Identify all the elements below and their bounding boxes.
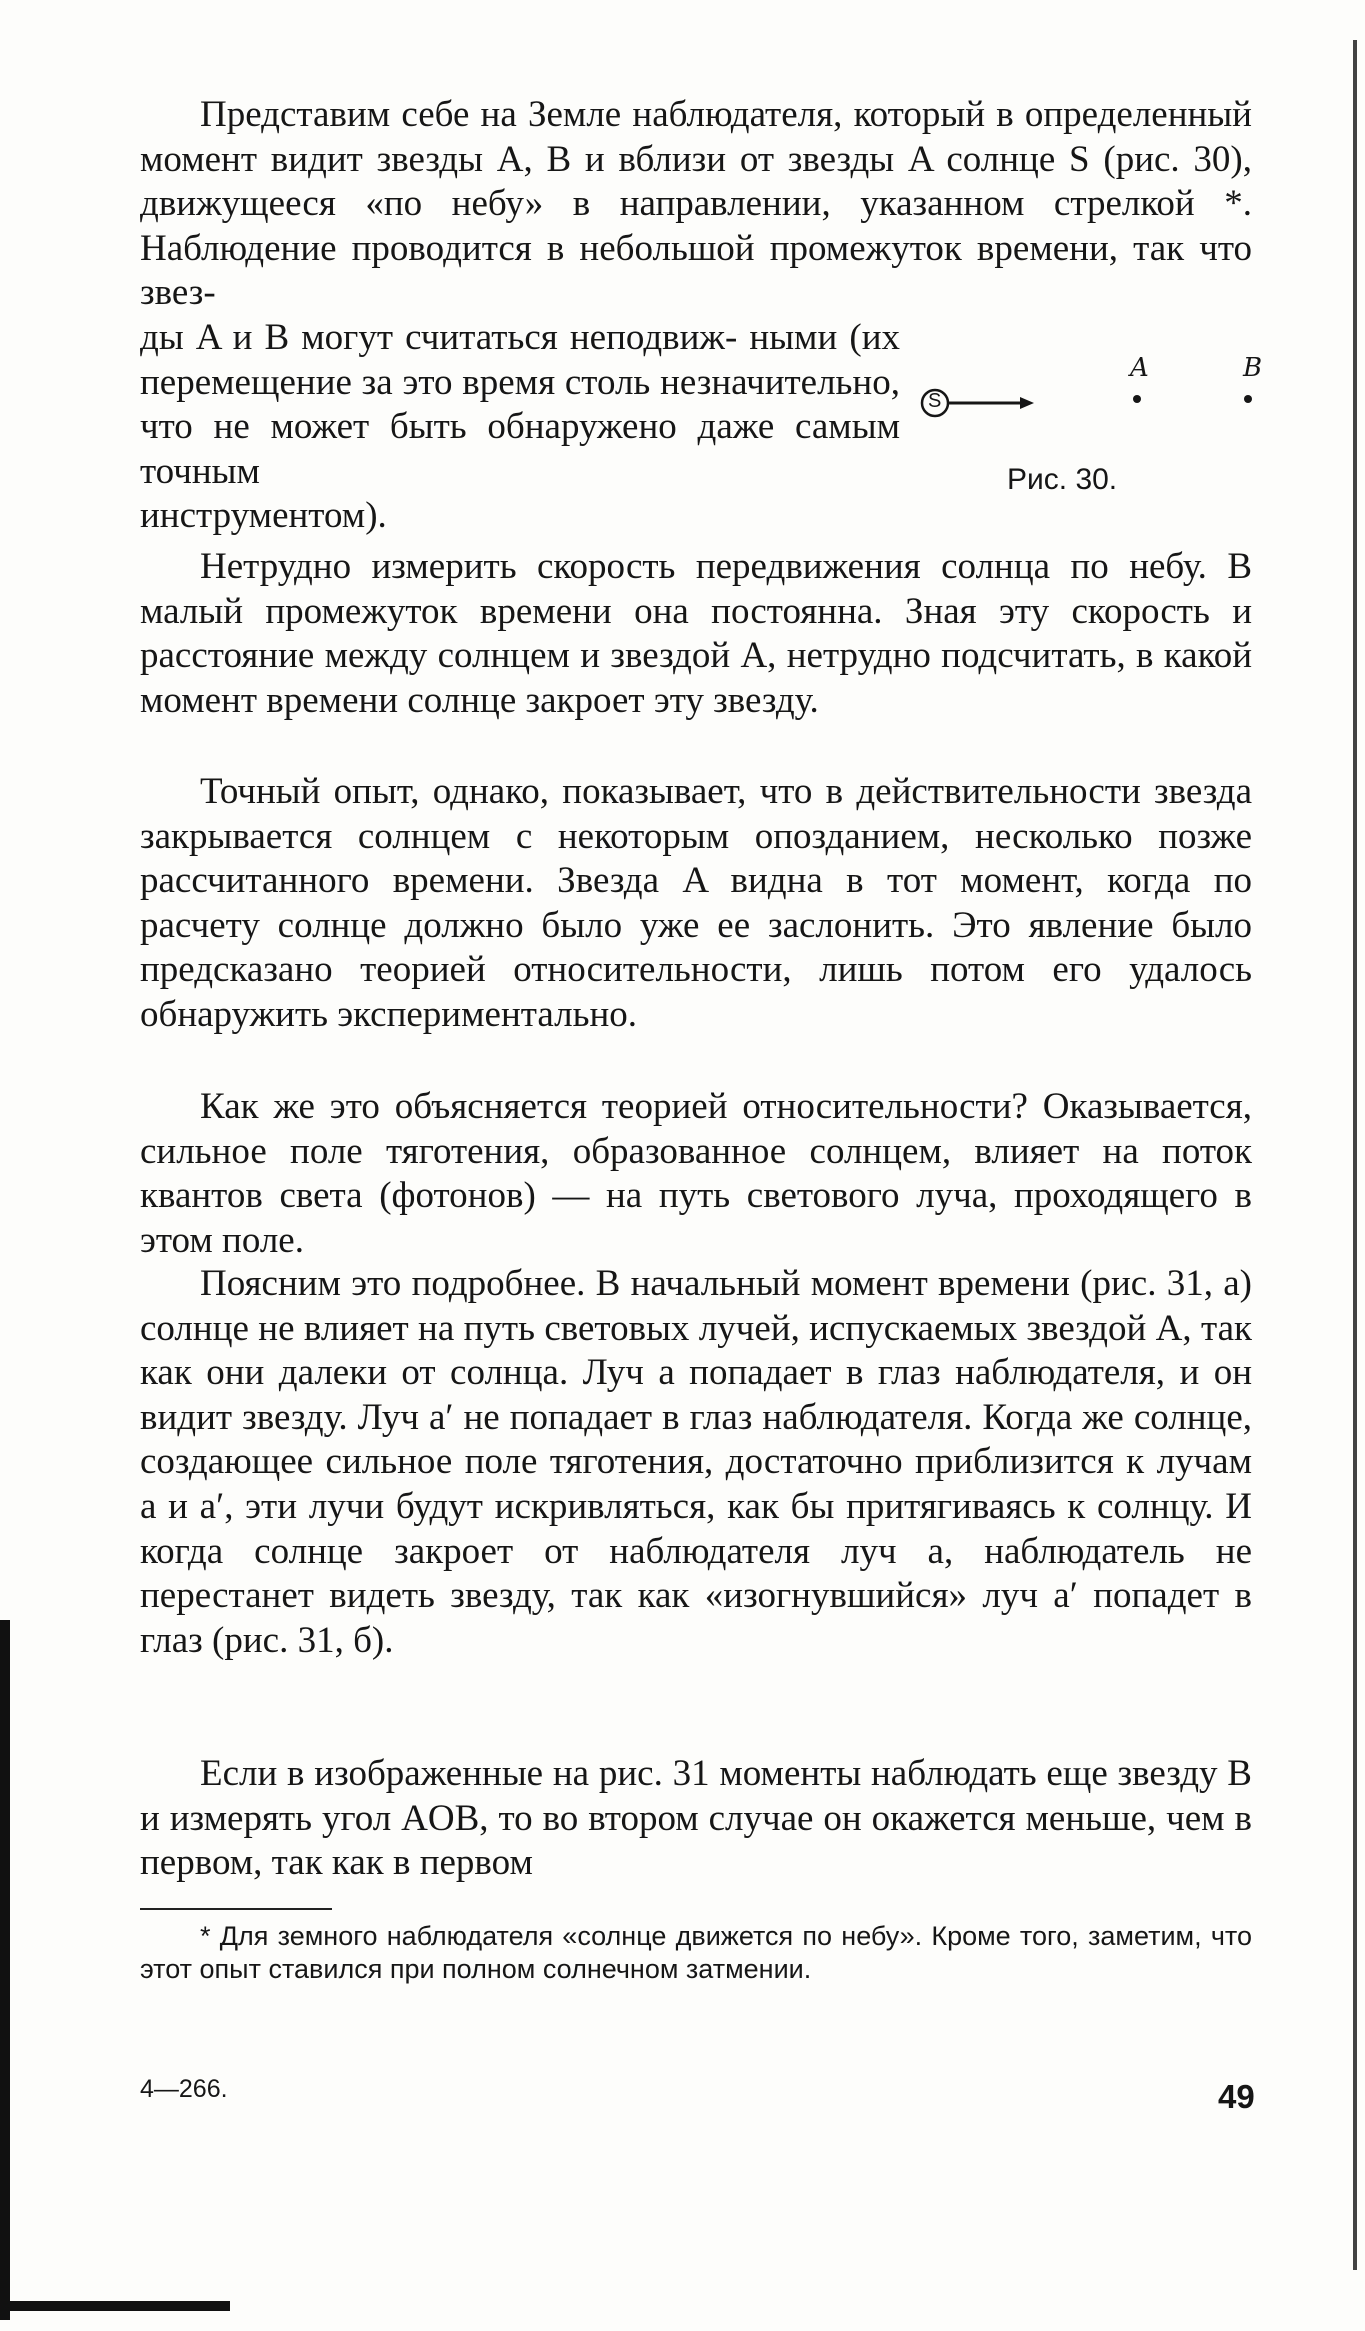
paragraph-3: Точный опыт, однако, показывает, что в действительности звезда закрывается солнцем с некоторым опозданием, несколько позже рассчитанного времени. Звезда A видна в тот момент, когда по расчету солнце должно было уже ее заслонить. Это явление было предсказано теорией относительности, лишь потом его удалось обнаружить экспериментально. bbox=[140, 771, 1252, 1035]
printer-signature: 4—266. bbox=[140, 2075, 228, 2103]
paragraph-1-tail: инструментом). bbox=[140, 495, 387, 536]
star-a-label: A bbox=[1130, 353, 1149, 383]
footnote bbox=[140, 1920, 1252, 1986]
paragraph-5: Поясним это подробнее. В начальный момент времени (рис. 31, а) солнце не влияет на путь световых лучей, испускаемых звездой A, так как они далеки от солнца. Луч a попадает в глаз наблюдателя, и он видит звезду. Луч a′ не попадает в глаз наблюдателя. Когда же солнце, создающее сильное поле тяготения, достаточно приблизится к лучам a и a′, эти лучи будут искривляться, как бы притягиваясь к солнцу. И когда солнце закроет от наблюдателя луч a, наблюдатель не перестанет видеть звезду, так как «изогнувшийся» луч a′ попадет в глаз (рис. 31, б). bbox=[140, 1263, 1252, 1661]
figure-30 bbox=[915, 335, 1265, 505]
figure-30-drawing bbox=[915, 335, 1265, 455]
scan-binding-shadow bbox=[0, 1620, 10, 2320]
star-b-dot bbox=[1244, 395, 1252, 403]
paragraph-2: Нетрудно измерить скорость передвижения солнца по небу. В малый промежуток времени она постоянна. Зная эту скорость и расстояние между солнцем и звездой A, нетрудно подсчитать, в какой момент времени солнце закроет эту звезду. bbox=[140, 546, 1252, 721]
footnote-text: * Для земного наблюдателя «солнце движется по небу». Кроме того, заметим, что этот опыт ставился при полном солнечном затмении. bbox=[140, 1921, 1252, 1984]
paragraph-4: Как же это объясняется теорией относительности? Оказывается, сильное поле тяготения, образованное солнцем, влияет на поток квантов света (фотонов) — на путь светового луча, проходящего в этом поле. bbox=[140, 1086, 1252, 1261]
star-a-dot bbox=[1133, 395, 1141, 403]
paragraph-1-narrow: ды A и B могут считаться неподвиж- ными (их перемещение за это время столь незначительно, что не может быть обнаружено даже самым точным bbox=[140, 317, 900, 492]
figure-caption: Рис. 30. bbox=[1007, 463, 1118, 496]
paragraph-1-lead: Представим себе на Земле наблюдателя, который в определенный момент видит звезды A, B и вблизи от звезды A солнце S (рис. 30), движущееся «по небу» в направлении, указанном стрелкой *. Наблюдение проводится в небольшой промежуток времени, так что звез- bbox=[140, 94, 1252, 314]
scan-edge-shadow bbox=[1353, 40, 1357, 2270]
sun-label: S bbox=[928, 390, 942, 412]
footnote-divider bbox=[140, 1908, 332, 1910]
paragraph-6: Если в изображенные на рис. 31 моменты наблюдать еще звезду B и измерять угол AOB, то во втором случае он окажется меньше, чем в первом, так как в первом bbox=[140, 1753, 1252, 1884]
motion-arrow-head bbox=[1020, 397, 1034, 409]
scan-bottom-shadow bbox=[0, 2301, 230, 2311]
star-b-label: B bbox=[1243, 353, 1263, 383]
page-number: 49 bbox=[1218, 2078, 1255, 2115]
